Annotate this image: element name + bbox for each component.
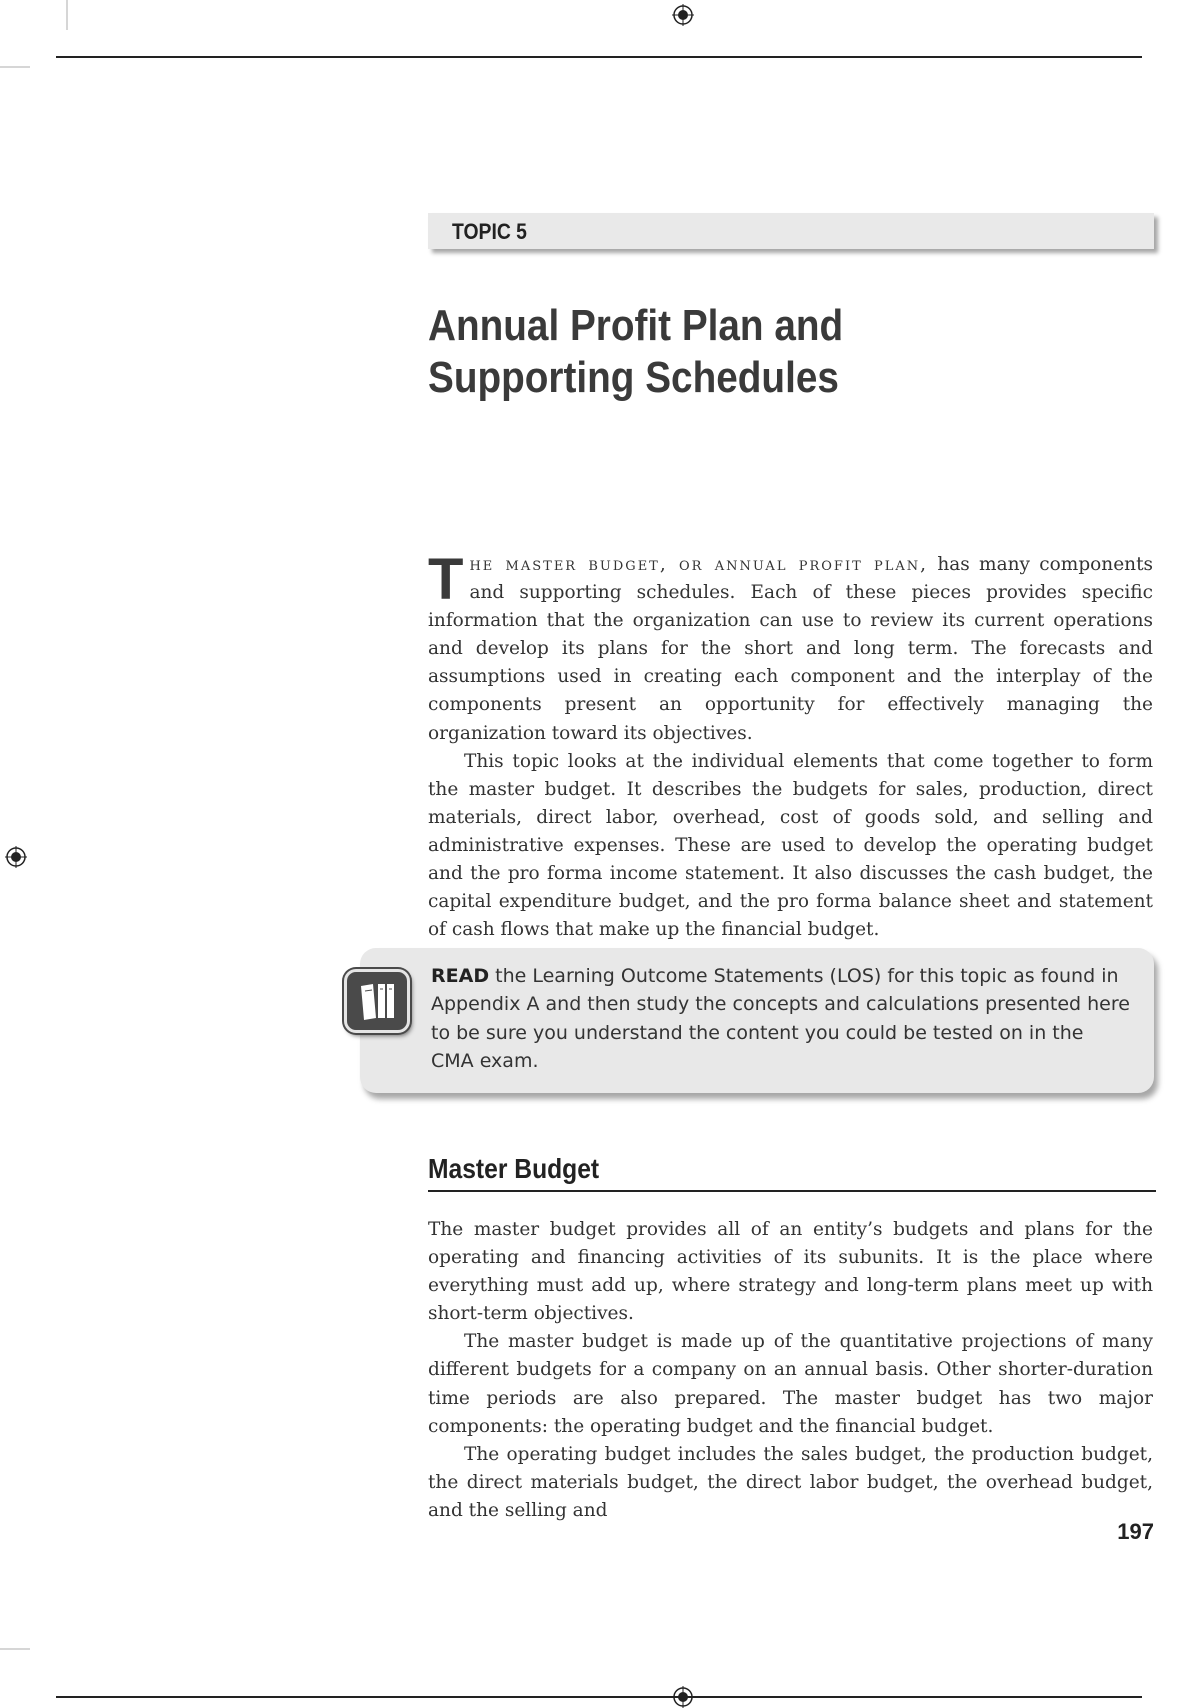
chapter-title-line-1: Annual Profit Plan and <box>428 301 844 350</box>
intro-paragraph-1-text: has many components and supporting schedules. Each of these pieces provides specific information that the organization can use to review its current operations and develop its plans for the short and long term. The forecasts and assumptions used in creating each component and the interplay of the components present an opportunity for effectively managing the organization toward its objectives. <box>428 554 1154 744</box>
chapter-title <box>428 300 956 404</box>
topic-label: TOPIC 5 <box>452 219 527 244</box>
registration-mark-top-icon <box>672 4 694 26</box>
section-heading-rule <box>428 1190 1156 1192</box>
footer-rule <box>56 1696 1142 1698</box>
topic-banner <box>428 213 1154 249</box>
intro-paragraph-1 <box>428 547 1154 748</box>
section-heading: Master Budget <box>428 1153 600 1184</box>
section-paragraph-3: The operating budget includes the sales budget, the production budget, the direct materials budget, the direct labor budget, the overhead budget, and the selling and <box>428 1443 1153 1521</box>
crop-mark-left-lower <box>0 1648 30 1650</box>
section-paragraph-1: The master budget provides all of an entity’s budgets and plans for the operating and financing activities of its subunits. It is the place where everything must add up, where strategy and long-term plans meet up with short-term objectives. <box>428 1219 1153 1325</box>
section-paragraph-2: The master budget is made up of the quantitative projections of many different budgets for a company on an annual basis. Other shorter-duration time periods are also prepared. The master budget has two major components: the operating budget and the financial budget. <box>428 1331 1153 1437</box>
read-callout-bold: READ <box>431 965 490 987</box>
section-body <box>428 1216 1153 1525</box>
read-callout-body: the Learning Outcome Statements (LOS) for this topic as found in Appendix A and then study the concepts and calculations presented here to be sure you understand the content you could be tested on in the CMA exam. <box>431 965 1130 1072</box>
crop-mark-left-upper <box>0 66 30 68</box>
page-number: 197 <box>1117 1519 1154 1544</box>
intro-paragraph-2: This topic looks at the individual elements that come together to form the master budget. It describes the budgets for sales, production, direct materials, direct labor, overhead, cost of goods sold, and selling and administrative expenses. These are used to develop the operating budget and the pro forma income statement. It also discusses the cash budget, the capital expenditure budget, and the pro forma balance sheet and statement of cash flows that make up the financial budget. <box>428 750 1153 941</box>
read-callout-text <box>431 962 1131 1075</box>
header-rule <box>56 56 1142 58</box>
chapter-title-line-2: Supporting Schedules <box>428 353 839 402</box>
books-icon <box>344 969 410 1033</box>
registration-mark-bottom-icon <box>672 1686 694 1708</box>
drop-cap: T <box>428 547 464 612</box>
registration-mark-left-icon <box>5 846 27 868</box>
intro-small-caps: he master budget, or annual profit plan, <box>469 554 929 575</box>
crop-mark-top-left <box>66 0 68 30</box>
intro-section <box>428 547 1154 944</box>
